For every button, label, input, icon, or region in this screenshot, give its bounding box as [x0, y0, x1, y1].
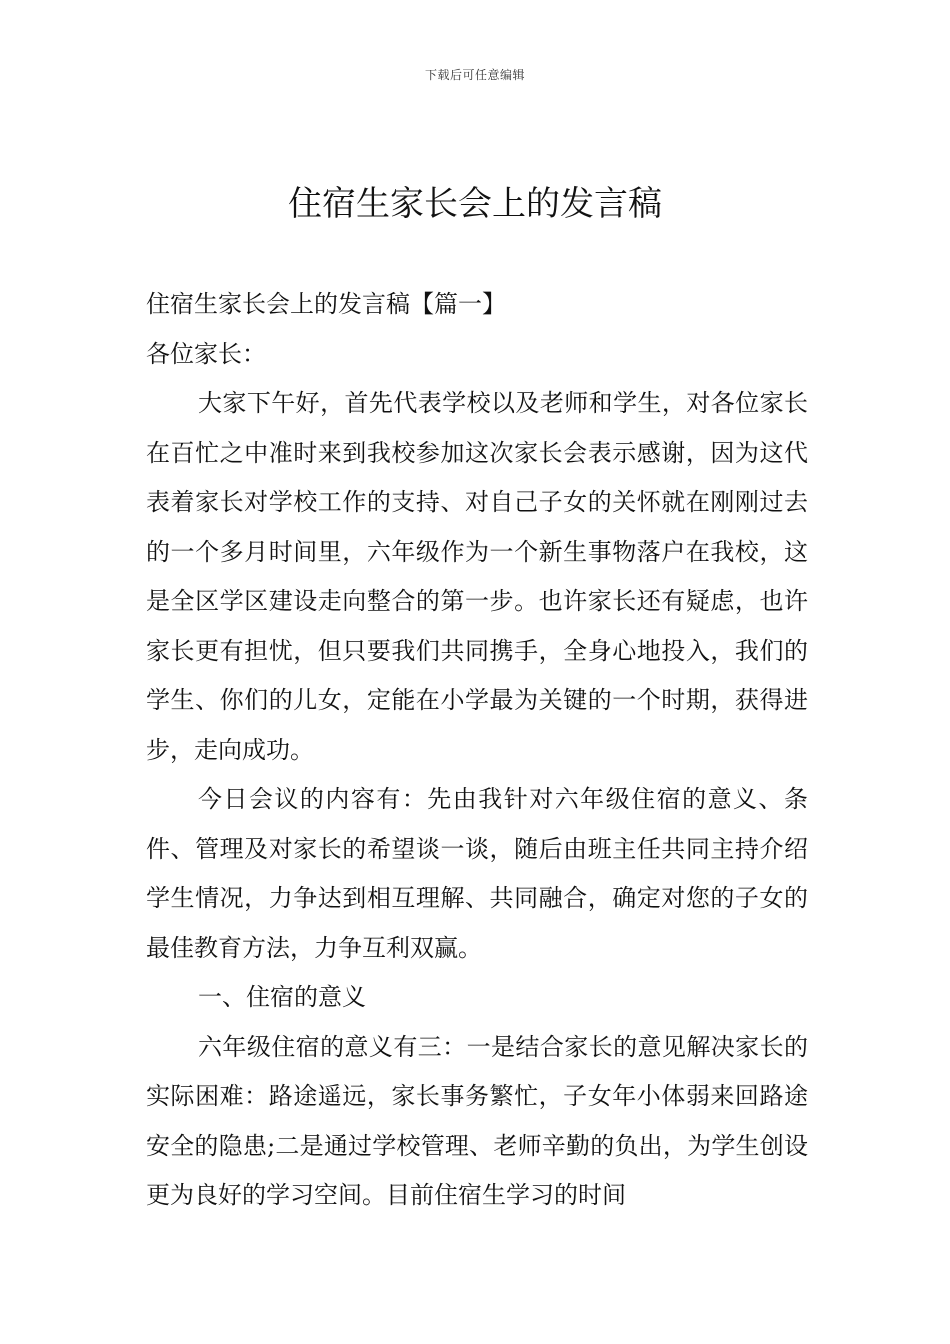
section-heading: 住宿生家长会上的发言稿【篇一】	[146, 290, 506, 318]
paragraph-opening: 大家下午好，首先代表学校以及老师和学生，对各位家长在百忙之中准时来到我校参加这次家长会表示感谢，因为这代表着家长对学校工作的支持、对自己子女的关怀就在刚刚过去的一个多月时间里，六年级作为一个新生事物落户在我校，这是全区学区建设走向整合的第一步。也许家长还有疑虑，也许家长更有担忧，但只要我们共同携手，全身心地投入，我们的学生、你们的儿女，定能在小学最为关键的一个时期，获得进步，走向成功。	[146, 389, 808, 764]
salutation: 各位家长：	[146, 339, 266, 368]
document-body	[146, 280, 808, 1221]
subheading-significance: 一、住宿的意义	[198, 983, 366, 1011]
paragraph-significance: 六年级住宿的意义有三：一是结合家长的意见解决家长的实际困难：路途遥远，家长事务繁忙，子女年小体弱来回路途安全的隐患;二是通过学校管理、老师辛勤的负出，为学生创设更为良好的学习空间。目前住宿生学习的时间	[146, 1032, 808, 1209]
paragraph-agenda: 今日会议的内容有：先由我针对六年级住宿的意义、条件、管理及对家长的希望谈一谈，随后由班主任共同主持介绍学生情况，力争达到相互理解、共同融合，确定对您的子女的最佳教育方法，力争互利双赢。	[146, 785, 808, 962]
page-header-note: 下载后可任意编辑	[424, 68, 525, 82]
document-title: 住宿生家长会上的发言稿	[288, 184, 662, 224]
